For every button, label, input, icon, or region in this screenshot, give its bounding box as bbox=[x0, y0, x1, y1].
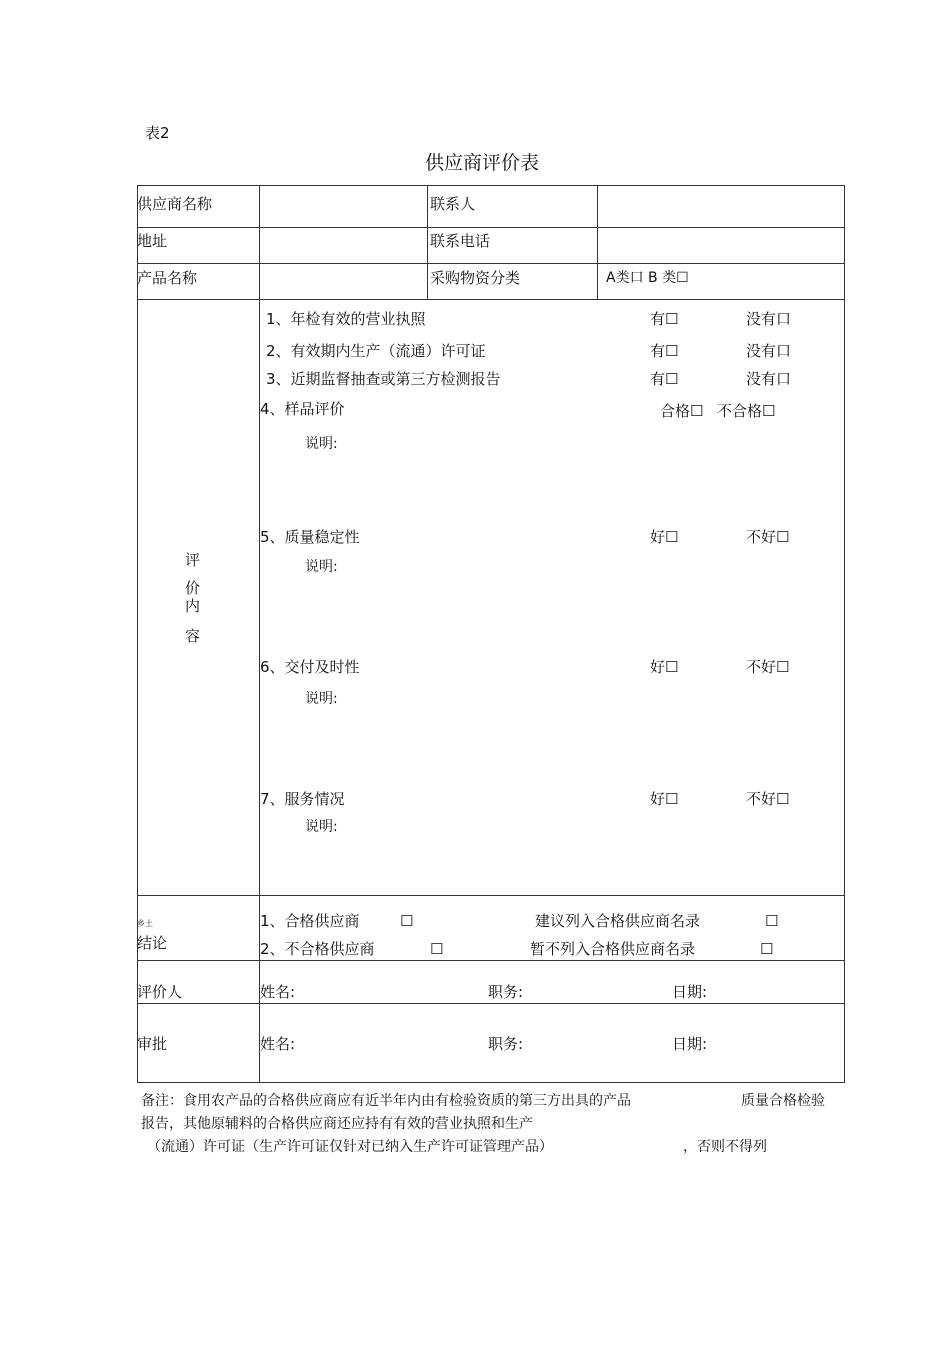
item5-option-bad[interactable]: 不好☐ bbox=[746, 528, 790, 546]
section-label-char-4: 容 bbox=[185, 627, 201, 645]
item3-option-no[interactable]: 没有口 bbox=[746, 370, 792, 388]
item5-note-label: 说明: bbox=[305, 559, 338, 575]
item7-option-good[interactable]: 好☐ bbox=[650, 790, 679, 808]
conclusion-not-add-checkbox[interactable]: ☐ bbox=[760, 940, 774, 958]
evaluator-date-label: 日期: bbox=[672, 983, 708, 1001]
conclusion-unqualified: 2、不合格供应商 bbox=[260, 940, 375, 958]
conclusion-unqualified-checkbox[interactable]: ☐ bbox=[430, 940, 444, 958]
item6-option-good[interactable]: 好☐ bbox=[650, 658, 679, 676]
supplier-name-field[interactable] bbox=[262, 190, 422, 222]
item6-note-label: 说明: bbox=[305, 691, 338, 707]
item-service: 7、服务情况 bbox=[260, 790, 345, 808]
section-label-char-2: 价 bbox=[185, 579, 201, 597]
remarks-line-1: 备注：食用农产品的合格供应商应有近半年内由有检验资质的第三方出具的产品 bbox=[141, 1093, 631, 1109]
evaluator-label: 评价人 bbox=[137, 983, 183, 1001]
evaluator-position-label: 职务: bbox=[488, 983, 524, 1001]
approval-position-label: 职务: bbox=[488, 1035, 524, 1053]
conclusion-add-to-list-checkbox[interactable]: ☐ bbox=[765, 912, 779, 930]
item-production-license: 2、有效期内生产（流通）许可证 bbox=[266, 342, 486, 360]
remarks-line-3-end: ，否则不得列 bbox=[683, 1139, 767, 1155]
approval-label: 审批 bbox=[137, 1035, 168, 1053]
item4-option-pass[interactable]: 合格☐ bbox=[660, 402, 704, 420]
conclusion-small-mark: 乡土 bbox=[137, 919, 153, 928]
remarks-line-1-end: 质量合格检验 bbox=[741, 1093, 825, 1109]
item-inspection-report: 3、近期监督抽查或第三方检测报告 bbox=[266, 370, 501, 388]
item-business-license: 1、年检有效的营业执照 bbox=[266, 310, 426, 328]
remarks-line-2: 报告，其他原辅料的合格供应商还应持有有效的营业执照和生产 bbox=[141, 1116, 533, 1132]
product-name-label: 产品名称 bbox=[137, 269, 198, 287]
page-title: 供应商评价表 bbox=[425, 152, 540, 174]
remarks-line-3: （流通）许可证（生产许可证仅针对已纳入生产许可证管理产品） bbox=[147, 1139, 553, 1155]
item6-option-bad[interactable]: 不好☐ bbox=[746, 658, 790, 676]
item2-option-yes[interactable]: 有☐ bbox=[650, 342, 679, 360]
address-label: 地址 bbox=[137, 232, 168, 250]
item-sample-evaluation: 4、样品评价 bbox=[260, 400, 345, 418]
evaluator-name-label: 姓名: bbox=[260, 983, 296, 1001]
item4-option-fail[interactable]: 不合格☐ bbox=[717, 402, 776, 420]
item2-option-no[interactable]: 没有口 bbox=[746, 342, 792, 360]
conclusion-qualified-checkbox[interactable]: ☐ bbox=[400, 912, 414, 930]
approval-date-label: 日期: bbox=[672, 1035, 708, 1053]
category-options[interactable]: A类口 B 类☐ bbox=[606, 270, 689, 286]
contact-field[interactable] bbox=[600, 190, 840, 222]
item-delivery-timeliness: 6、交付及时性 bbox=[260, 658, 360, 676]
approval-name-label: 姓名: bbox=[260, 1035, 296, 1053]
contact-label: 联系人 bbox=[430, 195, 476, 213]
supplier-name-label: 供应商名称 bbox=[137, 195, 213, 213]
section-label-char-1: 评 bbox=[185, 551, 201, 569]
item5-option-good[interactable]: 好☐ bbox=[650, 528, 679, 546]
conclusion-add-to-list: 建议列入合格供应商名录 bbox=[535, 912, 701, 930]
table-number: 表2 bbox=[145, 124, 170, 142]
item1-option-yes[interactable]: 有☐ bbox=[650, 310, 679, 328]
phone-field[interactable] bbox=[600, 230, 840, 260]
section-label-char-3: 内 bbox=[185, 597, 201, 615]
item1-option-no[interactable]: 没有口 bbox=[746, 310, 792, 328]
item-quality-stability: 5、质量稳定性 bbox=[260, 528, 360, 546]
conclusion-qualified: 1、合格供应商 bbox=[260, 912, 360, 930]
category-label: 采购物资分类 bbox=[430, 269, 521, 287]
item4-note-label: 说明: bbox=[305, 436, 338, 452]
conclusion-label: 结论 bbox=[137, 934, 168, 952]
address-field[interactable] bbox=[262, 230, 422, 260]
product-name-field[interactable] bbox=[262, 266, 422, 296]
item3-option-yes[interactable]: 有☐ bbox=[650, 370, 679, 388]
conclusion-not-add: 暂不列入合格供应商名录 bbox=[530, 940, 696, 958]
item7-note-label: 说明: bbox=[305, 819, 338, 835]
item7-option-bad[interactable]: 不好☐ bbox=[746, 790, 790, 808]
phone-label: 联系电话 bbox=[430, 232, 491, 250]
